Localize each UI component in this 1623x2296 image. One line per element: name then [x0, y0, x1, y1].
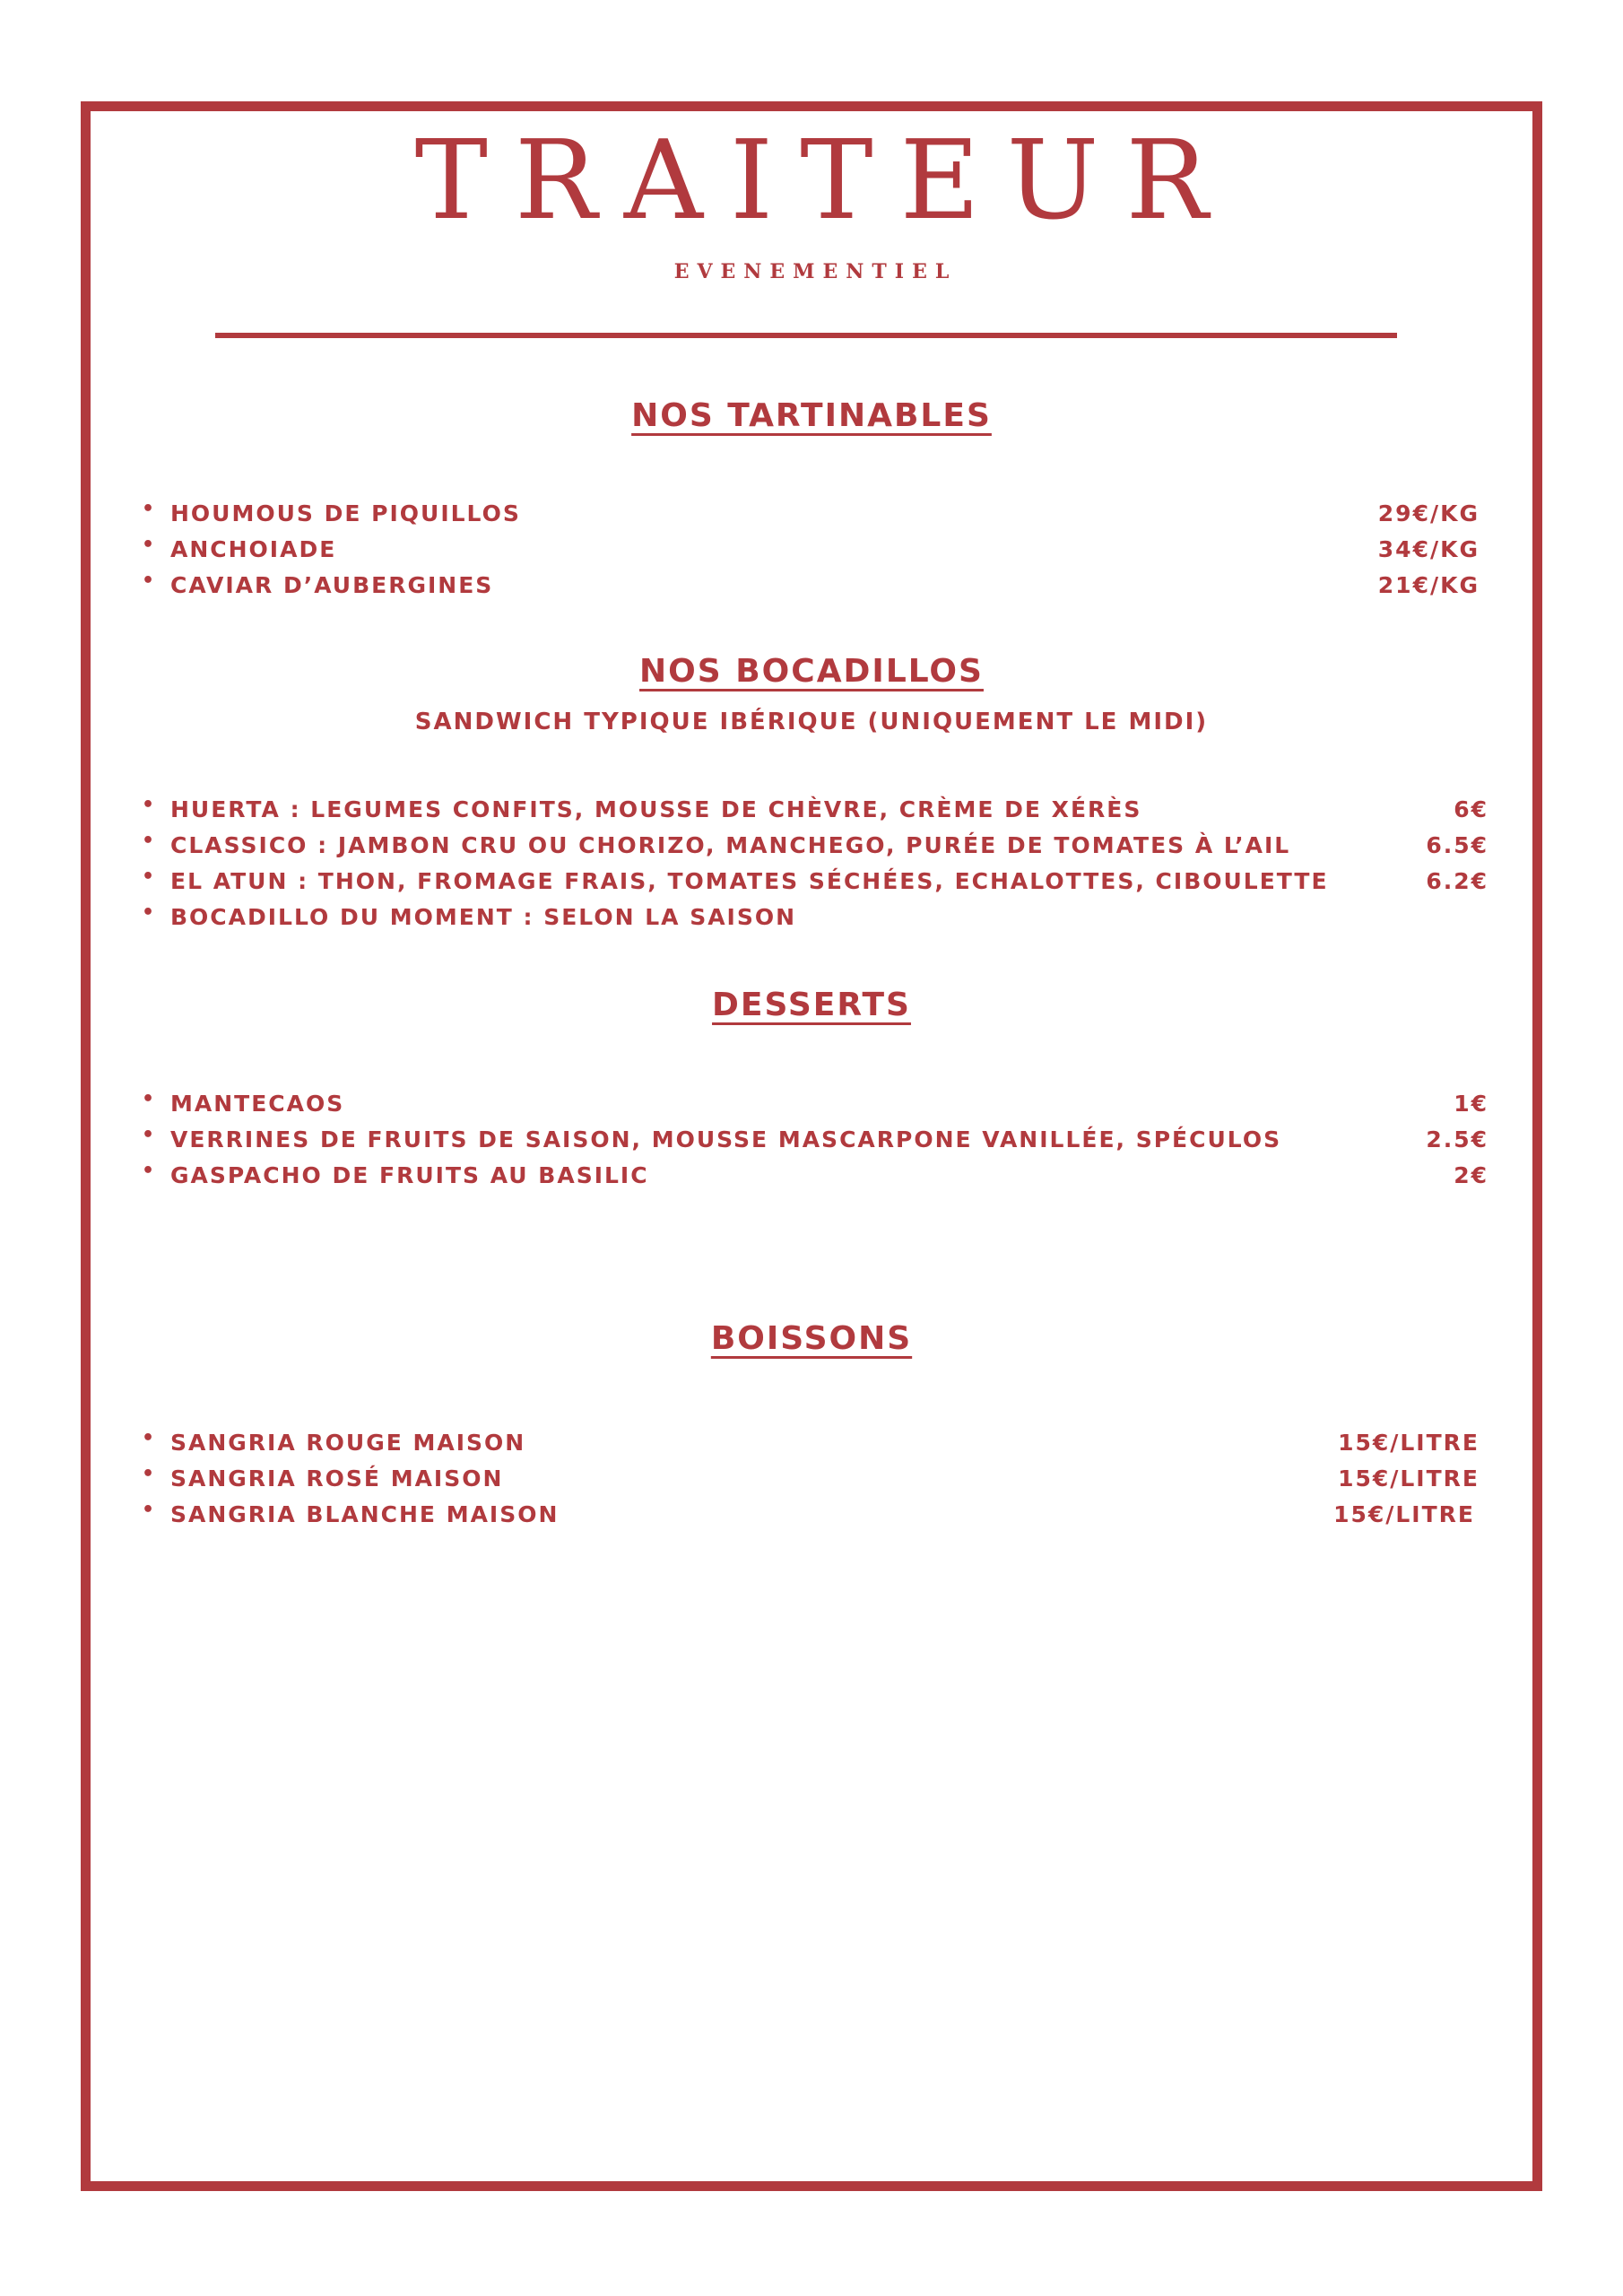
bullet-icon: • — [142, 1124, 157, 1146]
item-price: 6€ — [1454, 796, 1488, 822]
bullet-icon: • — [142, 534, 157, 556]
item-price: 6.5€ — [1426, 832, 1488, 858]
section-heading-bocadillos: NOS BOCADILLOS — [639, 653, 984, 690]
bullet-icon: • — [142, 1499, 157, 1521]
item-price: 21€/KG — [1377, 572, 1480, 598]
item-price: 15€/LITRE — [1338, 1430, 1480, 1456]
item-name: EL ATUN : THON, FROMAGE FRAIS, TOMATES SÉCHÉES, ECHALOTTES, CIBOULETTE — [170, 868, 1329, 894]
item-price: 15€/LITRE — [1338, 1465, 1480, 1492]
item-name: ANCHOIADE — [170, 536, 337, 562]
item-name: CLASSICO : JAMBON CRU OU CHORIZO, MANCHEGO, PURÉE DE TOMATES À L’AIL — [170, 832, 1291, 858]
item-name: BOCADILLO DU MOMENT : SELON LA SAISON — [170, 904, 797, 930]
item-price: 15€/LITRE — [1333, 1501, 1475, 1527]
bullet-icon: • — [142, 865, 157, 888]
item-name: SANGRIA ROUGE MAISON — [170, 1430, 526, 1456]
item-name: SANGRIA ROSÉ MAISON — [170, 1465, 504, 1492]
item-name: SANGRIA BLANCHE MAISON — [170, 1501, 560, 1527]
menu-item — [142, 1427, 1488, 1465]
item-name: VERRINES DE FRUITS DE SAISON, MOUSSE MASCARPONE VANILLÉE, SPÉCULOS — [170, 1126, 1282, 1152]
menu-item — [142, 536, 1488, 572]
bullet-icon: • — [142, 1427, 157, 1449]
item-name: GASPACHO DE FRUITS AU BASILIC — [170, 1162, 649, 1188]
item-name: MANTECAOS — [170, 1091, 345, 1117]
item-price: 2€ — [1454, 1162, 1488, 1188]
page-title: TRAITEUR — [414, 117, 1236, 244]
bullet-icon: • — [142, 1463, 157, 1485]
item-name: HOUMOUS DE PIQUILLOS — [170, 500, 521, 526]
menu-item — [142, 1501, 1488, 1537]
bullet-icon: • — [142, 570, 157, 592]
bullet-icon: • — [142, 1088, 157, 1110]
page-subtitle: EVENEMENTIEL — [673, 260, 958, 283]
bullet-icon: • — [142, 794, 157, 816]
menu-item — [142, 1465, 1488, 1501]
menu-item — [142, 832, 1488, 868]
section-heading-desserts: DESSERTS — [712, 987, 911, 1023]
section-heading-boissons: BOISSONS — [710, 1320, 913, 1357]
item-price: 1€ — [1454, 1091, 1488, 1117]
section-note: SANDWICH TYPIQUE IBÉRIQUE (UNIQUEMENT LE MIDI) — [414, 709, 1209, 735]
menu-item — [142, 865, 1488, 904]
item-name: CAVIAR D’AUBERGINES — [170, 572, 494, 598]
item-price: 29€/KG — [1377, 500, 1480, 526]
item-price: 34€/KG — [1377, 536, 1480, 562]
section-heading-tartinables: NOS TARTINABLES — [631, 397, 992, 434]
bullet-icon: • — [142, 1160, 157, 1182]
item-price: 6.2€ — [1426, 868, 1488, 894]
menu-item — [142, 1162, 1488, 1198]
menu-item — [142, 500, 1488, 536]
menu-item — [142, 796, 1488, 832]
menu-item — [142, 1126, 1488, 1162]
header-divider — [215, 333, 1397, 338]
menu-item — [142, 1088, 1488, 1126]
menu-item — [142, 572, 1488, 608]
bullet-icon: • — [142, 830, 157, 852]
bullet-icon: • — [142, 498, 157, 520]
item-price: 2.5€ — [1426, 1126, 1488, 1152]
bullet-icon: • — [142, 901, 157, 924]
menu-item — [142, 901, 1488, 940]
item-name: HUERTA : LEGUMES CONFITS, MOUSSE DE CHÈVRE, CRÈME DE XÉRÈS — [170, 796, 1142, 822]
